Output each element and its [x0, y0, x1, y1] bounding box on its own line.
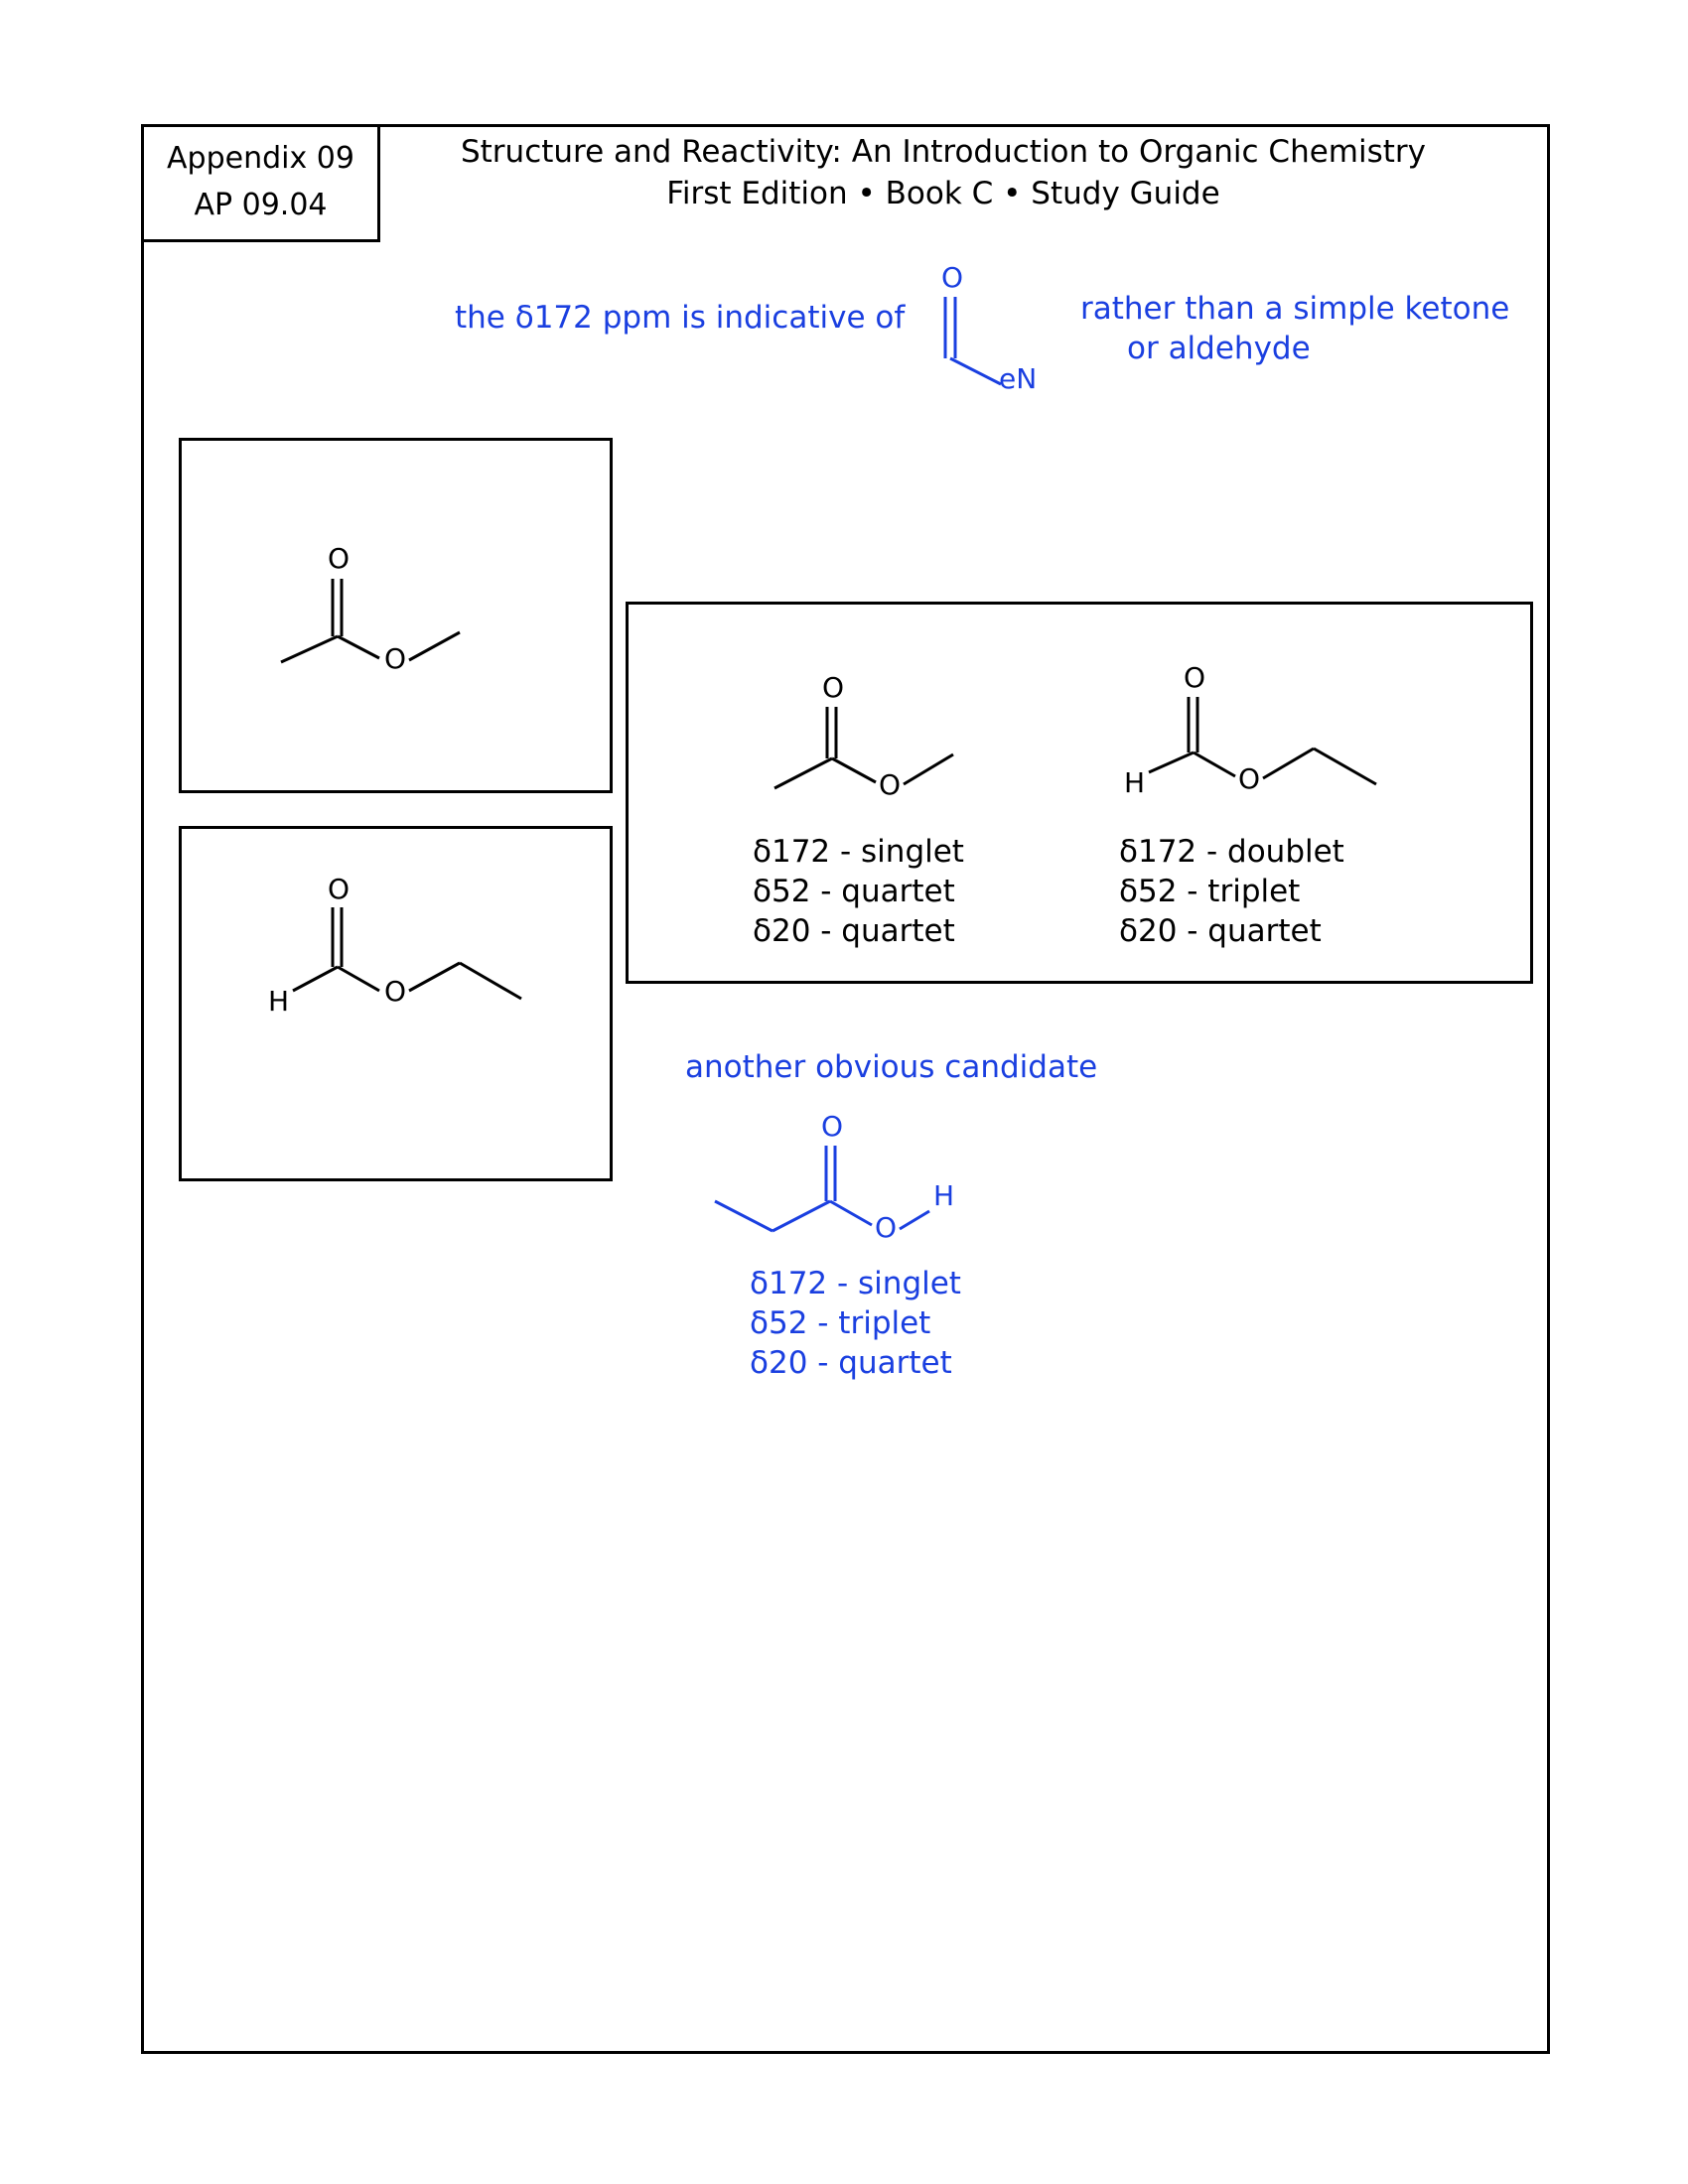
shift-line: δ20 - quartet [753, 913, 955, 949]
carbonyl-oxygen-label: O [821, 1110, 844, 1143]
ester-oxygen-label: O [384, 642, 407, 675]
hydroxyl-hydrogen-label: H [933, 1179, 955, 1212]
ethyl-formate-shifts [1119, 832, 1344, 951]
note-rather-than: rather than a simple ketone [1080, 291, 1510, 327]
carbonyl-oxygen-label: O [328, 873, 351, 905]
shift-line: δ20 - quartet [1119, 913, 1322, 949]
fragment-n-label: eN [999, 362, 1038, 395]
ester-oxygen-label: O [1238, 762, 1261, 795]
appendix-title: Appendix 09 [167, 141, 354, 176]
book-header [397, 131, 1489, 214]
ester-oxygen-label: O [879, 768, 902, 801]
shift-line: δ52 - triplet [750, 1305, 931, 1341]
carbonyl-oxygen-label: O [1184, 661, 1206, 694]
appendix-code: AP 09.04 [194, 188, 328, 222]
ester-oxygen-label: O [384, 975, 407, 1008]
candidate-shifts [750, 1264, 961, 1383]
book-title: Structure and Reactivity: An Introduction to Organic Chemistry [460, 134, 1427, 170]
ester-fragment-structure [923, 253, 1053, 402]
shift-line: δ52 - quartet [753, 874, 955, 909]
note-indicative: the δ172 ppm is indicative of [455, 300, 906, 336]
carbonyl-oxygen-label: O [328, 542, 351, 575]
methyl-acetate-shifts [753, 832, 964, 951]
formyl-hydrogen-label: H [1124, 766, 1146, 799]
candidate-title: another obvious candidate [685, 1049, 1098, 1085]
formyl-hydrogen-label: H [268, 985, 290, 1018]
shift-line: δ172 - singlet [753, 834, 964, 870]
hydroxyl-oxygen-label: O [875, 1211, 898, 1244]
appendix-label-box [141, 124, 380, 242]
book-edition: First Edition • Book C • Study Guide [666, 176, 1220, 211]
note-aldehyde: or aldehyde [1127, 331, 1311, 366]
shift-line: δ20 - quartet [750, 1345, 952, 1381]
propanoic-acid-structure [695, 1102, 993, 1251]
shift-line: δ52 - triplet [1119, 874, 1301, 909]
methyl-acetate-structure [179, 438, 613, 793]
fragment-oxygen-label: O [941, 261, 964, 294]
shift-line: δ172 - singlet [750, 1266, 961, 1301]
ethyl-formate-structure [179, 826, 613, 1181]
carbonyl-oxygen-label: O [822, 671, 845, 704]
shift-line: δ172 - doublet [1119, 834, 1344, 870]
